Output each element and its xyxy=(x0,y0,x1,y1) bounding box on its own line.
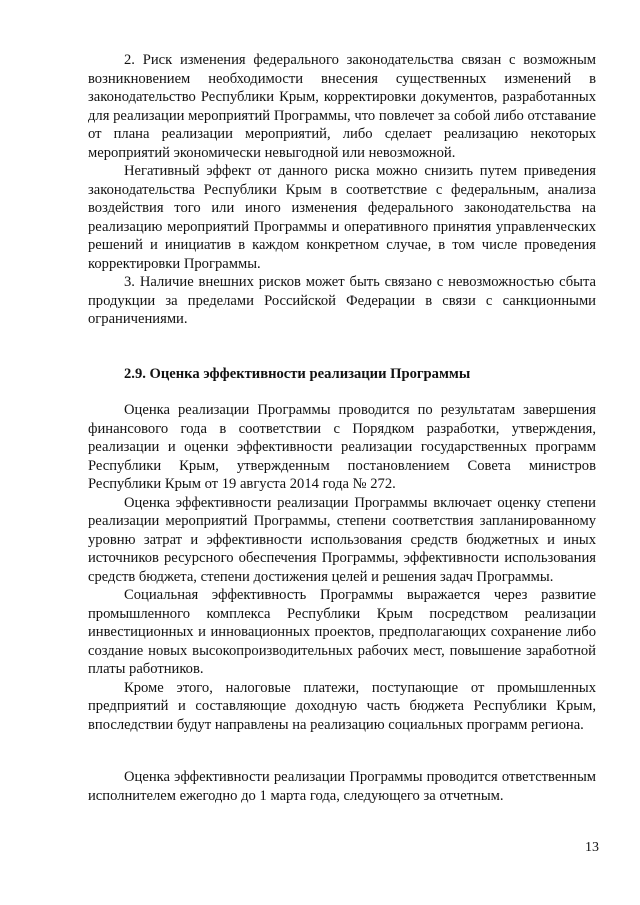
paragraph-external-risks: 3. Наличие внешних рисков может быть связано с невозможностью сбыта продукции за пределами Российской Федерации в связи с санкционными ограничениями. xyxy=(88,274,596,327)
document-body xyxy=(88,51,596,805)
section-spacer xyxy=(88,329,596,365)
paragraph-spacer xyxy=(88,734,596,768)
page-number: 13 xyxy=(585,840,599,855)
section-heading: 2.9. Оценка эффективности реализации Программы xyxy=(124,365,471,382)
paragraph-tax-payments: Кроме этого, налоговые платежи, поступающие от промышленных предприятий и составляющие доходную часть бюджета Республики Крым, впоследствии будут направлены на реализацию социальных программ региона. xyxy=(88,679,596,733)
paragraph-annual-evaluation: Оценка эффективности реализации Программы проводится ответственным исполнителем ежегодно до 1 марта года, следующего за отчетным. xyxy=(88,769,596,804)
paragraph-social-effectiveness: Социальная эффективность Программы выражается через развитие промышленного комплекса Республики Крым посредством реализации инвестиционных и инновационных проектов, предполагающих сохранение либо создание новых высокопроизводительных рабочих мест, повышение заработной платы работников. xyxy=(88,587,596,677)
paragraph-legislation-risk: 2. Риск изменения федерального законодательства связан с возможным возникновением необходимости внесения существенных изменений в законодательство Республики Крым, корректировки документов, разработанных для реализации мероприятий Программы, что повлечет за собой либо отставание от плана реализации мероприятий, либо сделает реализацию некоторых мероприятий экономически невыгодной или невозможной. xyxy=(88,52,596,161)
paragraph-risk-mitigation: Негативный эффект от данного риска можно снизить путем приведения законодательства Республики Крым в соответствие с федеральным, анализа воздействия того или иного изменения федерального законодательства на реализацию мероприятий Программы и оперативного принятия управленческих решений и инициатив в каждом конкретном случае, в том числе проведения корректировки Программы. xyxy=(88,163,596,272)
paragraph-evaluation-procedure: Оценка реализации Программы проводится по результатам завершения финансового года в соответствии с Порядком разработки, утверждения, реализации и оценки эффективности реализации государственных программ Республики Крым, утвержденным постановлением Совета министров Республики Крым от 19 августа 2014 года № 272. xyxy=(88,402,596,492)
paragraph-evaluation-scope: Оценка эффективности реализации Программы включает оценку степени реализации мероприятий Программы, степени соответствия запланированному уровню затрат и эффективности использования средств бюджетных и иных источников ресурсного обеспечения Программы, эффективности использования средств бюджета, степени достижения целей и решения задач Программы. xyxy=(88,494,596,585)
